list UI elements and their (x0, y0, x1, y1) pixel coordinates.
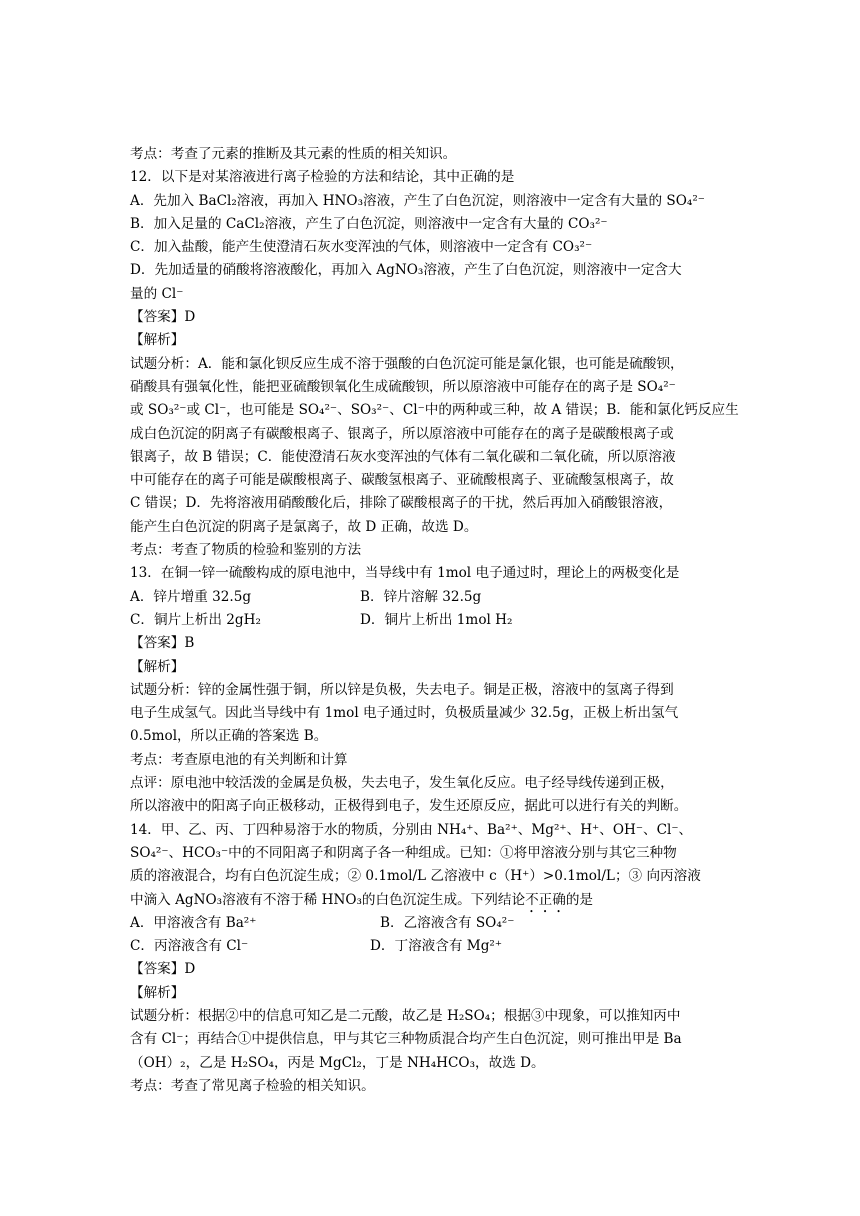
q13-answer: 【答案】B (130, 635, 195, 652)
q12-option-b: B．加入足量的 CaCl₂溶液，产生了白色沉淀，则溶液中一定含有大量的 CO₃²⁻ (130, 215, 608, 232)
q14-analysis-line: 含有 Cl⁻；再结合①中提供信息，甲与其它三种物质混合均产生白色沉淀，则可推出甲是 Ba (130, 1031, 682, 1048)
q12-option-d-line2: 量的 Cl⁻ (130, 285, 184, 302)
q12-analysis-line: 试题分析：A．能和氯化钡反应生成不溶于强酸的白色沉淀可能是氯化银，也可能是硫酸钡， (130, 355, 684, 372)
q13-options-ab (130, 586, 730, 609)
q14-jiexi-label: 【解析】 (130, 984, 185, 1001)
q13-option-d: D．铜片上析出 1mol H₂ (360, 611, 513, 628)
q12-analysis-line: 中可能存在的离子可能是碳酸根离子、碳酸氢根离子、亚硫酸根离子、亚硫酸氢根离子，故 (130, 472, 674, 489)
q14-options-ab (130, 912, 730, 935)
q13-option-c: C．铜片上析出 2gH₂ (130, 611, 261, 628)
q14-options-cd (130, 935, 730, 958)
q12-analysis-line: 硝酸具有强氧化性，能把亚硫酸钡氧化生成硫酸钡，所以原溶液中可能存在的离子是 SO₄²⁻ (130, 378, 676, 395)
q14-stem-line: 质的溶液混合，均有白色沉淀生成；② 0.1mol/L 乙溶液中 c（H⁺）>0.1mol/L；③ 向丙溶液 (130, 868, 701, 885)
q13-dianping-line: 点评：原电池中较活泼的金属是负极，失去电子，发生氧化反应。电子经导线传递到正极， (130, 775, 674, 792)
q14-option-a: A．甲溶液含有 Ba²⁺ (130, 914, 257, 931)
q14-option-c: C．丙溶液含有 Cl⁻ (130, 938, 249, 955)
q12-stem: 12．以下是对某溶液进行离子检验的方法和结论，其中正确的是 (130, 169, 515, 186)
q13-options-cd (130, 609, 730, 632)
q12-option-a: A．先加入 BaCl₂溶液，再加入 HNO₃溶液，产生了白色沉淀，则溶液中一定含有大量的 SO₄²⁻ (130, 192, 705, 209)
q12-analysis-line: 银离子，故 B 错误；C．能使澄清石灰水变浑浊的气体有二氧化碳和二氧化硫，所以原溶液 (130, 448, 676, 465)
q13-analysis-line: 试题分析：锌的金属性强于铜，所以锌是负极，失去电子。铜是正极，溶液中的氢离子得到 (130, 681, 674, 698)
q13-option-a: A．锌片增重 32.5g (130, 588, 252, 605)
q14-stem-last-line (130, 889, 730, 912)
q12-option-d-line1: D．先加适量的硝酸将溶液酸化，再加入 AgNO₃溶液，产生了白色沉淀，则溶液中一定含大 (130, 262, 682, 279)
q13-kaodian: 考点：考查原电池的有关判断和计算 (130, 751, 348, 768)
q12-analysis-line: C 错误；D．先将溶液用硝酸酸化后，排除了碳酸根离子的干扰，然后再加入硝酸银溶液， (130, 495, 673, 512)
q14-kaodian: 考点：考查了常见离子检验的相关知识。 (130, 1077, 375, 1094)
q13-jiexi-label: 【解析】 (130, 658, 185, 675)
q13-dianping-line: 所以溶液中的阳离子向正极移动，正极得到电子，发生还原反应，据此可以进行有关的判断。 (130, 798, 688, 815)
q13-analysis-line: 0.5mol，所以正确的答案选 B。 (130, 728, 328, 745)
q12-kaodian: 考点：考查了物质的检验和鉴别的方法 (130, 542, 362, 559)
q13-stem: 13．在铜一锌一硫酸构成的原电池中，当导线中有 1mol 电子通过时，理论上的两极变化是 (130, 565, 680, 582)
q14-stem-last-pre: 中滴入 AgNO₃溶液有不溶于稀 HNO₃的白色沉淀生成。下列结论 (130, 891, 526, 908)
q14-analysis-line: （OH）₂，乙是 H₂SO₄，丙是 MgCl₂，丁是 NH₄HCO₃，故选 D。 (130, 1054, 545, 1071)
q14-option-d: D．丁溶液含有 Mg²⁺ (370, 938, 503, 955)
q14-stem-last-post: 的是 (565, 891, 594, 908)
q13-analysis-line: 电子生成氢气。因此当导线中有 1mol 电子通过时，负极质量减少 32.5g，正极上析出氢气 (130, 705, 679, 722)
q12-analysis-line: 成白色沉淀的阴离子有碳酸根离子、银离子，所以原溶液中可能存在的离子是碳酸根离子或 (130, 425, 674, 442)
q14-stem-line: SO₄²⁻、HCO₃⁻中的不同阳离子和阴离子各一种组成。已知：①将甲溶液分别与其它三种物 (130, 844, 677, 861)
q14-emphasis-not-correct: 不正确 (525, 891, 566, 908)
q12-analysis-line: 或 SO₃²⁻或 Cl⁻，也可能是 SO₄²⁻、SO₃²⁻、Cl⁻中的两种或三种，故 A 错误；B．能和氯化钙反应生 (130, 402, 739, 419)
q14-answer: 【答案】D (130, 961, 196, 978)
q13-option-b: B．锌片溶解 32.5g (360, 588, 482, 605)
q12-jiexi-label: 【解析】 (130, 332, 185, 349)
q12-option-c: C．加入盐酸，能产生使澄清石灰水变浑浊的气体，则溶液中一定含有 CO₃²⁻ (130, 239, 593, 256)
q14-option-b: B．乙溶液含有 SO₄²⁻ (380, 914, 515, 931)
q14-analysis-line: 试题分析：根据②中的信息可知乙是二元酸，故乙是 H₂SO₄；根据③中现象，可以推知丙中 (130, 1007, 681, 1024)
q12-analysis-line: 能产生白色沉淀的阴离子是氯离子，故 D 正确，故选 D。 (130, 518, 478, 535)
q11-kaodian: 考点：考查了元素的推断及其元素的性质的相关知识。 (130, 146, 457, 162)
q12-answer: 【答案】D (130, 309, 196, 326)
document-page (130, 143, 739, 1098)
q14-stem-line: 14．甲、乙、丙、丁四种易溶于水的物质，分别由 NH₄⁺、Ba²⁺、Mg²⁺、H⁺、OH⁻、Cl⁻、 (130, 821, 693, 838)
